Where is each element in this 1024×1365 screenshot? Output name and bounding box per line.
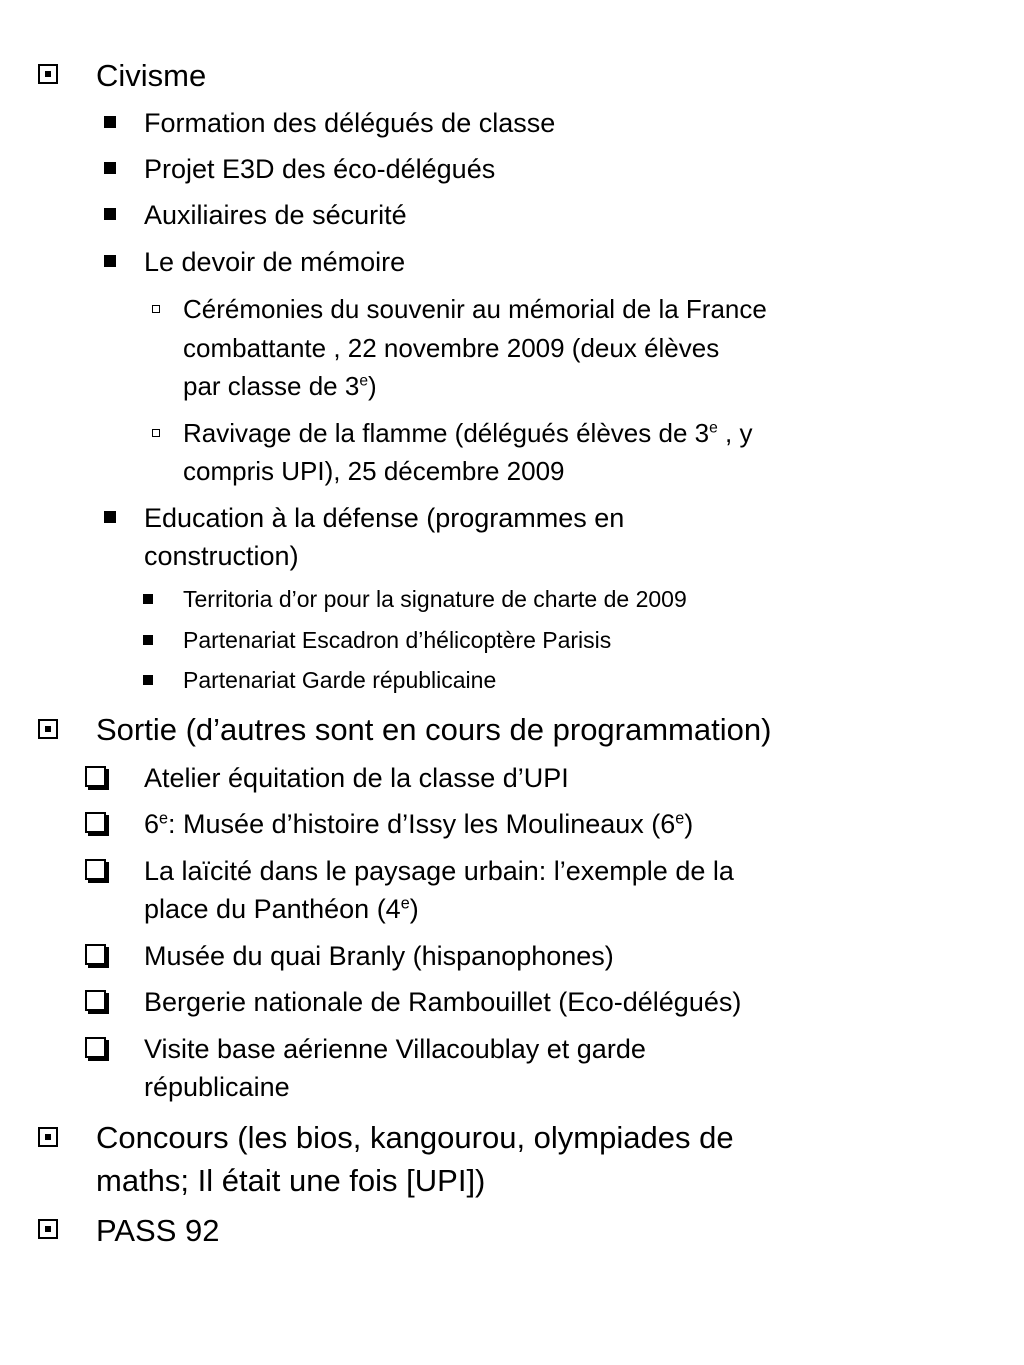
square-bullet-icon (104, 511, 116, 523)
heading-concours-line2: maths; Il était une fois [UPI]) (96, 1163, 486, 1198)
list-item-projet-e3d: Projet E3D des éco-délégués (144, 154, 496, 184)
laicite-close: ) (409, 894, 419, 924)
ceremonies-text: par classe de 3 (183, 371, 360, 401)
box-dot-bullet-icon (38, 64, 58, 84)
list-item-auxiliaires: Auxiliaires de sécurité (144, 200, 407, 230)
checkbox-bullet-icon (85, 766, 106, 787)
checkbox-bullet-icon (85, 859, 106, 880)
hollow-square-bullet-icon (152, 305, 160, 313)
checkbox-bullet-icon (85, 812, 106, 833)
list-item-ceremonies-line1: Cérémonies du souvenir au mémorial de la France (183, 294, 767, 324)
list-item-formation: Formation des délégués de classe (144, 108, 556, 138)
square-bullet-icon (143, 635, 153, 645)
ceremonies-close: ) (368, 371, 377, 401)
list-item-branly: Musée du quai Branly (hispanophones) (144, 941, 614, 971)
heading-civisme: Civisme (96, 58, 207, 93)
list-item-villacoublay-line1: Visite base aérienne Villacoublay et garde (144, 1034, 646, 1064)
ravivage-rest: , y (717, 418, 753, 448)
square-bullet-icon (104, 255, 116, 267)
ordinal-suffix: e (159, 809, 169, 828)
heading-pass92: PASS 92 (96, 1213, 220, 1248)
list-item-education-line2: construction) (144, 541, 299, 571)
checkbox-bullet-icon (85, 944, 106, 965)
laicite-text: place du Panthéon (4 (144, 894, 401, 924)
list-item-bergerie: Bergerie nationale de Rambouillet (Eco-délégués) (144, 987, 742, 1017)
square-bullet-icon (104, 208, 116, 220)
list-item-ravivage-line1 (183, 420, 752, 446)
ordinal-suffix: e (675, 809, 685, 828)
box-dot-bullet-icon (38, 719, 58, 739)
heading-concours-line1: Concours (les bios, kangourou, olympiades de (96, 1120, 734, 1155)
hollow-square-bullet-icon (152, 429, 160, 437)
ordinal-suffix: e (400, 894, 410, 913)
checkbox-bullet-icon (85, 1037, 106, 1058)
list-item-musee-issy (144, 811, 693, 838)
list-item-education-line1: Education à la défense (programmes en (144, 503, 625, 533)
list-item-garde: Partenariat Garde républicaine (183, 667, 497, 693)
musee-issy-text: : Musée d’histoire d’Issy les Moulineaux (6 (168, 809, 676, 839)
square-bullet-icon (104, 116, 116, 128)
list-item-laicite-line1: La laïcité dans le paysage urbain: l’exemple de la (144, 856, 734, 886)
musee-issy-grade: 6 (144, 809, 160, 839)
list-item-laicite-line2 (144, 896, 419, 923)
square-bullet-icon (143, 594, 153, 604)
ordinal-suffix: e (359, 372, 369, 390)
checkbox-bullet-icon (85, 990, 106, 1011)
list-item-ravivage-line2: compris UPI), 25 décembre 2009 (183, 456, 565, 486)
musee-issy-close: ) (684, 809, 694, 839)
square-bullet-icon (104, 162, 116, 174)
list-item-ceremonies-line3 (183, 373, 377, 399)
box-dot-bullet-icon (38, 1219, 58, 1239)
square-bullet-icon (143, 675, 153, 685)
list-item-territoria: Territoria d’or pour la signature de charte de 2009 (183, 586, 687, 612)
list-item-villacoublay-line2: républicaine (144, 1072, 290, 1102)
list-item-atelier: Atelier équitation de la classe d’UPI (144, 763, 569, 793)
ordinal-suffix: e (709, 419, 718, 437)
list-item-ceremonies-line2: combattante , 22 novembre 2009 (deux élèves (183, 333, 720, 363)
list-item-escadron: Partenariat Escadron d’hélicoptère Parisis (183, 627, 612, 653)
heading-sortie: Sortie (d’autres sont en cours de programmation) (96, 712, 772, 747)
box-dot-bullet-icon (38, 1127, 58, 1147)
list-item-devoir-memoire: Le devoir de mémoire (144, 247, 406, 277)
ravivage-text: Ravivage de la flamme (délégués élèves de 3 (183, 418, 710, 448)
